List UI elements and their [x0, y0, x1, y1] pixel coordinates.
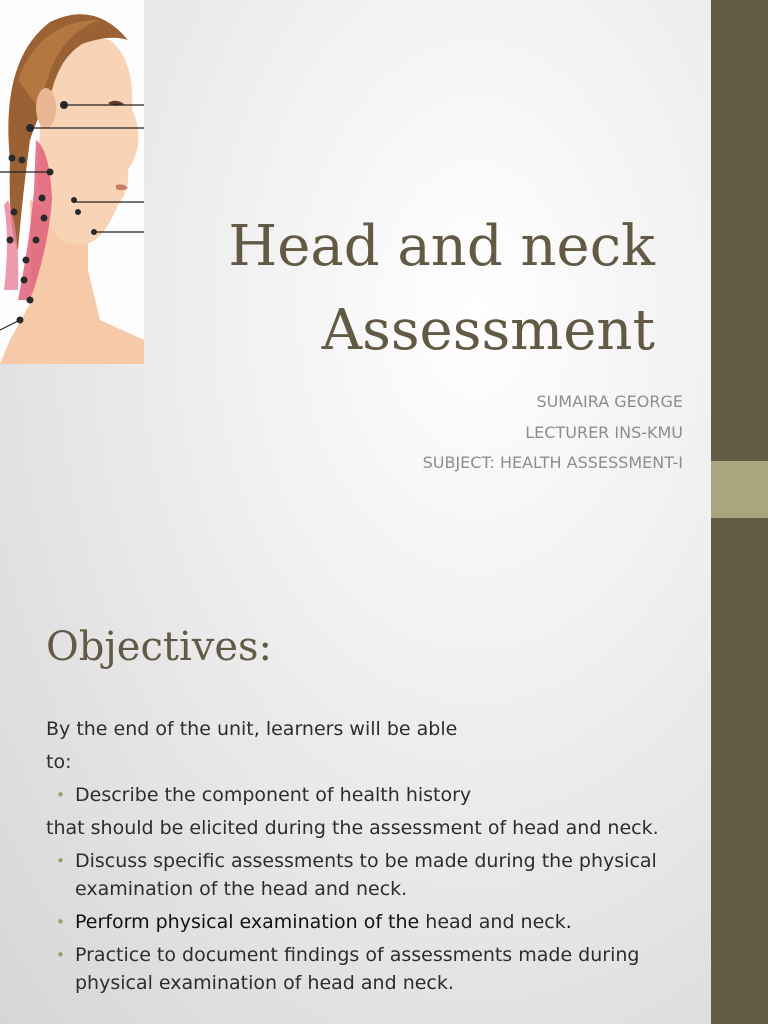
objective-item-1: [46, 779, 686, 812]
objective-item-4: [46, 941, 686, 997]
bullet-icon: •: [56, 946, 65, 964]
title-line-2: Assessment: [321, 298, 655, 363]
objective-text-3c: .: [565, 911, 572, 933]
title-line-1: Head and neck: [228, 214, 655, 279]
objective-text-3a: Perform physical examination of the: [75, 911, 420, 933]
bullet-icon: •: [56, 786, 65, 804]
objective-item-2: [46, 847, 686, 903]
objectives-body: [46, 713, 686, 997]
bullet-icon: •: [56, 913, 65, 931]
side-accent-square: [711, 461, 768, 518]
bullet-icon: •: [56, 852, 65, 870]
objective-text-1: Describe the component of health history: [75, 784, 472, 806]
author-name: SUMAIRA GEORGE: [536, 392, 683, 411]
objectives-heading: Objectives:: [46, 624, 273, 670]
slide-title: [155, 205, 655, 373]
head-neck-svg: [0, 0, 144, 364]
objective-item-3: [46, 908, 686, 936]
objective-text-1-continued: that should be elicited during the assessment of head and neck.: [46, 817, 659, 839]
slide-subtitle: [263, 387, 683, 479]
intro-line-2: to:: [46, 751, 72, 773]
objective-text-4: Practice to document findings of assessments made during physical examination of head and neck.: [75, 944, 640, 994]
author-role: LECTURER INS-KMU: [525, 422, 683, 442]
objective-text-2: Discuss specific assessments to be made during the physical examination of the head and neck.: [75, 850, 657, 900]
objective-text-3b: head and neck: [419, 911, 566, 933]
head-neck-illustration-icon: [0, 0, 144, 364]
intro-line-1: By the end of the unit, learners will be able: [46, 718, 458, 740]
subject-label: SUBJECT: HEALTH ASSESSMENT-I: [422, 453, 683, 472]
